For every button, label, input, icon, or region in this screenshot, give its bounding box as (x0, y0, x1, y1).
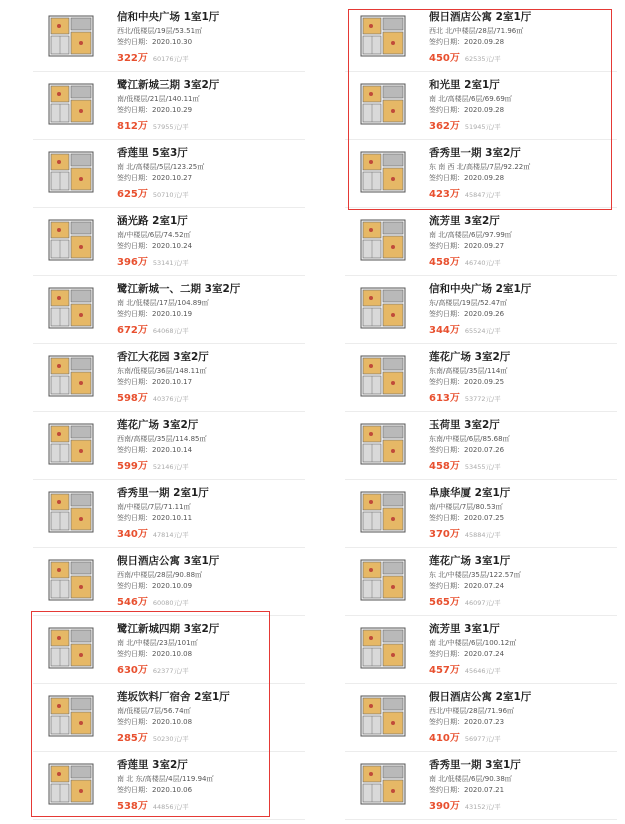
listing-attributes: 南 北/高楼层/6层/69.69㎡ (429, 95, 512, 103)
listing-sign-date: 签约日期：2020.10.08 (117, 650, 193, 658)
listing-title[interactable]: 涵光路 2室1厅 (117, 215, 188, 227)
listing-sign-date: 签约日期：2020.10.17 (117, 378, 193, 386)
listing-info (117, 690, 303, 746)
listing-attributes: 西北 北/中楼层/28层/71.96㎡ (429, 27, 524, 35)
listing-title[interactable]: 鹭江新城三期 3室2厅 (117, 79, 220, 91)
total-price: 362万 (429, 121, 460, 132)
total-price: 538万 (117, 801, 148, 812)
listing-attributes: 南/中楼层/7层/71.11㎡ (117, 503, 191, 511)
unit-price: 53455元/平 (464, 463, 501, 471)
listing-attributes: 西南/高楼层/35层/114.85㎡ (117, 435, 207, 443)
listing-info (429, 622, 615, 678)
listing-info (117, 418, 303, 474)
listing-item[interactable] (33, 4, 305, 72)
listing-item[interactable] (345, 4, 617, 72)
listing-title[interactable]: 香莲里 3室2厅 (117, 759, 188, 771)
unit-price: 60080元/平 (152, 599, 189, 607)
listing-sign-date: 签约日期：2020.10.30 (117, 38, 193, 46)
unit-price: 64068元/平 (152, 327, 189, 335)
total-price: 390万 (429, 801, 460, 812)
listing-sign-date: 签约日期：2020.09.26 (429, 310, 505, 318)
floor-plan-thumbnail[interactable] (355, 556, 411, 604)
unit-price: 52146元/平 (152, 463, 189, 471)
unit-price: 57955元/平 (152, 123, 189, 131)
listing-attributes: 东南/中楼层/6层/85.68㎡ (429, 435, 510, 443)
total-price: 450万 (429, 53, 460, 64)
total-price: 457万 (429, 665, 460, 676)
total-price: 458万 (429, 257, 460, 268)
listing-sign-date: 签约日期：2020.07.24 (429, 650, 505, 658)
listing-item[interactable] (345, 684, 617, 752)
unit-price: 50230元/平 (152, 735, 189, 743)
price-row (429, 797, 615, 814)
listing-sign-date: 签约日期：2020.09.25 (429, 378, 505, 386)
listing-title[interactable]: 鹭江新城四期 3室2厅 (117, 623, 220, 635)
listing-title[interactable]: 鹭江新城一、二期 3室2厅 (117, 283, 241, 295)
listing-title[interactable]: 香秀里一期 3室1厅 (429, 759, 521, 771)
floor-plan-thumbnail[interactable] (43, 760, 99, 808)
total-price: 598万 (117, 393, 148, 404)
listing-item[interactable] (345, 276, 617, 344)
unit-price: 47814元/平 (152, 531, 189, 539)
listing-sign-date: 签约日期：2020.09.28 (429, 38, 505, 46)
unit-price: 51945元/平 (464, 123, 501, 131)
floor-plan-thumbnail[interactable] (43, 556, 99, 604)
listing-attributes: 西南/中楼层/28层/90.88㎡ (117, 571, 203, 579)
listing-title[interactable]: 流芳里 3室2厅 (429, 215, 500, 227)
listing-title[interactable]: 莲坂饮料厂宿舍 2室1厅 (117, 691, 230, 703)
price-row (429, 729, 615, 746)
listing-sign-date: 签约日期：2020.07.21 (429, 786, 505, 794)
floor-plan-thumbnail[interactable] (355, 624, 411, 672)
listing-item[interactable] (33, 412, 305, 480)
listing-item[interactable] (33, 480, 305, 548)
price-row (429, 117, 615, 134)
listing-item[interactable] (33, 616, 305, 684)
floor-plan-thumbnail[interactable] (355, 216, 411, 264)
listing-title[interactable]: 香莲里 5室3厅 (117, 147, 188, 159)
listing-item[interactable] (33, 140, 305, 208)
floor-plan-thumbnail[interactable] (43, 352, 99, 400)
price-row (117, 117, 303, 134)
listing-attributes: 南 北 东/高楼层/4层/119.94㎡ (117, 775, 214, 783)
listing-info (117, 758, 303, 814)
listing-title[interactable]: 莲花广场 3室2厅 (117, 419, 199, 431)
unit-price: 56977元/平 (464, 735, 501, 743)
floor-plan-thumbnail[interactable] (355, 352, 411, 400)
floor-plan-thumbnail[interactable] (355, 284, 411, 332)
listing-info (429, 418, 615, 474)
listing-info (429, 758, 615, 814)
listing-info (117, 10, 303, 66)
listing-info (117, 622, 303, 678)
listing-title[interactable]: 信和中央广场 1室1厅 (117, 11, 220, 23)
listing-item[interactable] (345, 548, 617, 616)
listing-info (117, 486, 303, 542)
price-row (429, 389, 615, 406)
total-price: 599万 (117, 461, 148, 472)
listing-title[interactable]: 阜康华厦 2室1厅 (429, 487, 511, 499)
listing-item[interactable] (345, 616, 617, 684)
listing-item[interactable] (33, 752, 305, 820)
listing-item[interactable] (345, 412, 617, 480)
listing-attributes: 南/中楼层/6层/74.52㎡ (117, 231, 191, 239)
listing-attributes: 南 北/高楼层/6层/97.99㎡ (429, 231, 512, 239)
price-row (117, 389, 303, 406)
listing-title[interactable]: 香秀里一期 3室2厅 (429, 147, 521, 159)
unit-price: 53772元/平 (464, 395, 501, 403)
listing-title[interactable]: 莲花广场 3室1厅 (429, 555, 511, 567)
total-price: 812万 (117, 121, 148, 132)
floor-plan-thumbnail[interactable] (355, 148, 411, 196)
unit-price: 43152元/平 (464, 803, 501, 811)
price-row (429, 661, 615, 678)
listing-item[interactable] (33, 344, 305, 412)
floor-plan-thumbnail[interactable] (43, 80, 99, 128)
floor-plan-thumbnail[interactable] (43, 148, 99, 196)
floor-plan-thumbnail[interactable] (355, 760, 411, 808)
unit-price: 50710元/平 (152, 191, 189, 199)
floor-plan-thumbnail[interactable] (355, 692, 411, 740)
right-listing-column (345, 4, 617, 820)
listing-attributes: 西北/低楼层/19层/53.51㎡ (117, 27, 203, 35)
listing-sign-date: 签约日期：2020.09.28 (429, 106, 505, 114)
listing-sign-date: 签约日期：2020.07.23 (429, 718, 505, 726)
total-price: 565万 (429, 597, 460, 608)
unit-price: 45847元/平 (464, 191, 501, 199)
unit-price: 45884元/平 (464, 531, 501, 539)
listing-sign-date: 签约日期：2020.10.14 (117, 446, 193, 454)
listing-sign-date: 签约日期：2020.09.28 (429, 174, 505, 182)
floor-plan-thumbnail[interactable] (355, 80, 411, 128)
price-row (117, 321, 303, 338)
listing-title[interactable]: 玉荷里 3室2厅 (429, 419, 500, 431)
price-row (429, 457, 615, 474)
total-price: 546万 (117, 597, 148, 608)
listing-item[interactable] (33, 208, 305, 276)
listing-attributes: 东南/低楼层/36层/148.11㎡ (117, 367, 207, 375)
total-price: 410万 (429, 733, 460, 744)
listing-title[interactable]: 莲花广场 3室2厅 (429, 351, 511, 363)
floor-plan-thumbnail[interactable] (355, 488, 411, 536)
listing-info (117, 554, 303, 610)
listing-item[interactable] (345, 208, 617, 276)
price-row (117, 525, 303, 542)
listing-item[interactable] (33, 276, 305, 344)
listing-info (429, 10, 615, 66)
unit-price: 60176元/平 (152, 55, 189, 63)
unit-price: 45646元/平 (464, 667, 501, 675)
price-row (429, 593, 615, 610)
listing-info (429, 690, 615, 746)
unit-price: 40376元/平 (152, 395, 189, 403)
unit-price: 62535元/平 (464, 55, 501, 63)
floor-plan-thumbnail[interactable] (355, 420, 411, 468)
unit-price: 46740元/平 (464, 259, 501, 267)
total-price: 630万 (117, 665, 148, 676)
unit-price: 44856元/平 (152, 803, 189, 811)
listing-sign-date: 签约日期：2020.10.06 (117, 786, 193, 794)
listing-attributes: 南 北/高楼层/5层/123.25㎡ (117, 163, 205, 171)
listing-sign-date: 签约日期：2020.09.27 (429, 242, 505, 250)
price-row (117, 457, 303, 474)
listing-attributes: 东 南 西 北/高楼层/7层/92.22㎡ (429, 163, 531, 171)
price-row (117, 729, 303, 746)
floor-plan-thumbnail[interactable] (43, 624, 99, 672)
total-price: 458万 (429, 461, 460, 472)
listing-item[interactable] (345, 752, 617, 820)
listing-info (429, 486, 615, 542)
floor-plan-thumbnail[interactable] (43, 692, 99, 740)
floor-plan-thumbnail[interactable] (43, 488, 99, 536)
floor-plan-thumbnail[interactable] (43, 216, 99, 264)
listing-title[interactable]: 假日酒店公寓 2室1厅 (429, 691, 532, 703)
price-row (429, 525, 615, 542)
listing-attributes: 南 北/中楼层/23层/101㎡ (117, 639, 198, 647)
listing-attributes: 西北/中楼层/28层/71.96㎡ (429, 707, 515, 715)
listing-item[interactable] (345, 480, 617, 548)
floor-plan-thumbnail[interactable] (355, 12, 411, 60)
unit-price: 65524元/平 (464, 327, 501, 335)
listing-title[interactable]: 假日酒店公寓 2室1厅 (429, 11, 532, 23)
listing-sign-date: 签约日期：2020.10.29 (117, 106, 193, 114)
price-row (429, 49, 615, 66)
total-price: 370万 (429, 529, 460, 540)
floor-plan-thumbnail[interactable] (43, 12, 99, 60)
total-price: 613万 (429, 393, 460, 404)
listing-sign-date: 签约日期：2020.10.08 (117, 718, 193, 726)
listing-item[interactable] (345, 140, 617, 208)
listing-sign-date: 签约日期：2020.10.19 (117, 310, 193, 318)
total-price: 396万 (117, 257, 148, 268)
total-price: 423万 (429, 189, 460, 200)
listing-title[interactable]: 香江大花园 3室2厅 (117, 351, 209, 363)
total-price: 285万 (117, 733, 148, 744)
total-price: 672万 (117, 325, 148, 336)
listing-info (117, 282, 303, 338)
total-price: 322万 (117, 53, 148, 64)
total-price: 625万 (117, 189, 148, 200)
price-row (429, 185, 615, 202)
listing-sign-date: 签约日期：2020.07.26 (429, 446, 505, 454)
listing-sign-date: 签约日期：2020.10.27 (117, 174, 193, 182)
unit-price: 53141元/平 (152, 259, 189, 267)
listing-info (429, 554, 615, 610)
price-row (117, 185, 303, 202)
price-row (429, 321, 615, 338)
listing-attributes: 南/低楼层/7层/56.74㎡ (117, 707, 191, 715)
listing-attributes: 南/低楼层/21层/140.11㎡ (117, 95, 200, 103)
price-row (117, 49, 303, 66)
unit-price: 62377元/平 (152, 667, 189, 675)
price-row (117, 253, 303, 270)
price-row (117, 593, 303, 610)
listing-info (117, 350, 303, 406)
listing-attributes: 东南/高楼层/35层/114㎡ (429, 367, 508, 375)
unit-price: 46097元/平 (464, 599, 501, 607)
listing-attributes: 南 北/低楼层/6层/90.38㎡ (429, 775, 512, 783)
floor-plan-thumbnail[interactable] (43, 420, 99, 468)
listing-sign-date: 签约日期：2020.07.24 (429, 582, 505, 590)
listing-item[interactable] (33, 548, 305, 616)
listing-title[interactable]: 和光里 2室1厅 (429, 79, 500, 91)
listing-title[interactable]: 流芳里 3室1厅 (429, 623, 500, 635)
listing-attributes: 南/中楼层/7层/80.53㎡ (429, 503, 503, 511)
total-price: 340万 (117, 529, 148, 540)
listing-attributes: 东 北/中楼层/35层/122.57㎡ (429, 571, 521, 579)
listing-item[interactable] (345, 344, 617, 412)
listing-info (429, 214, 615, 270)
listing-info (117, 214, 303, 270)
listing-attributes: 南 北/低楼层/17层/104.89㎡ (117, 299, 209, 307)
price-row (117, 797, 303, 814)
floor-plan-thumbnail[interactable] (43, 284, 99, 332)
listing-info (117, 78, 303, 134)
listing-title[interactable]: 香秀里一期 2室1厅 (117, 487, 209, 499)
listing-title[interactable]: 假日酒店公寓 3室1厅 (117, 555, 220, 567)
listing-info (429, 146, 615, 202)
left-listing-column (33, 4, 305, 820)
listing-sign-date: 签约日期：2020.07.25 (429, 514, 505, 522)
listing-item[interactable] (33, 684, 305, 752)
price-row (117, 661, 303, 678)
listing-info (429, 78, 615, 134)
listing-item[interactable] (33, 72, 305, 140)
listing-sign-date: 签约日期：2020.10.24 (117, 242, 193, 250)
listing-item[interactable] (345, 72, 617, 140)
price-row (429, 253, 615, 270)
listing-attributes: 南 北/中楼层/6层/100.12㎡ (429, 639, 517, 647)
listing-info (429, 350, 615, 406)
listing-attributes: 东/高楼层/19层/52.47㎡ (429, 299, 508, 307)
listing-info (429, 282, 615, 338)
total-price: 344万 (429, 325, 460, 336)
listing-info (117, 146, 303, 202)
listing-title[interactable]: 信和中央广场 2室1厅 (429, 283, 532, 295)
listing-sign-date: 签约日期：2020.10.09 (117, 582, 193, 590)
listing-sign-date: 签约日期：2020.10.11 (117, 514, 193, 522)
